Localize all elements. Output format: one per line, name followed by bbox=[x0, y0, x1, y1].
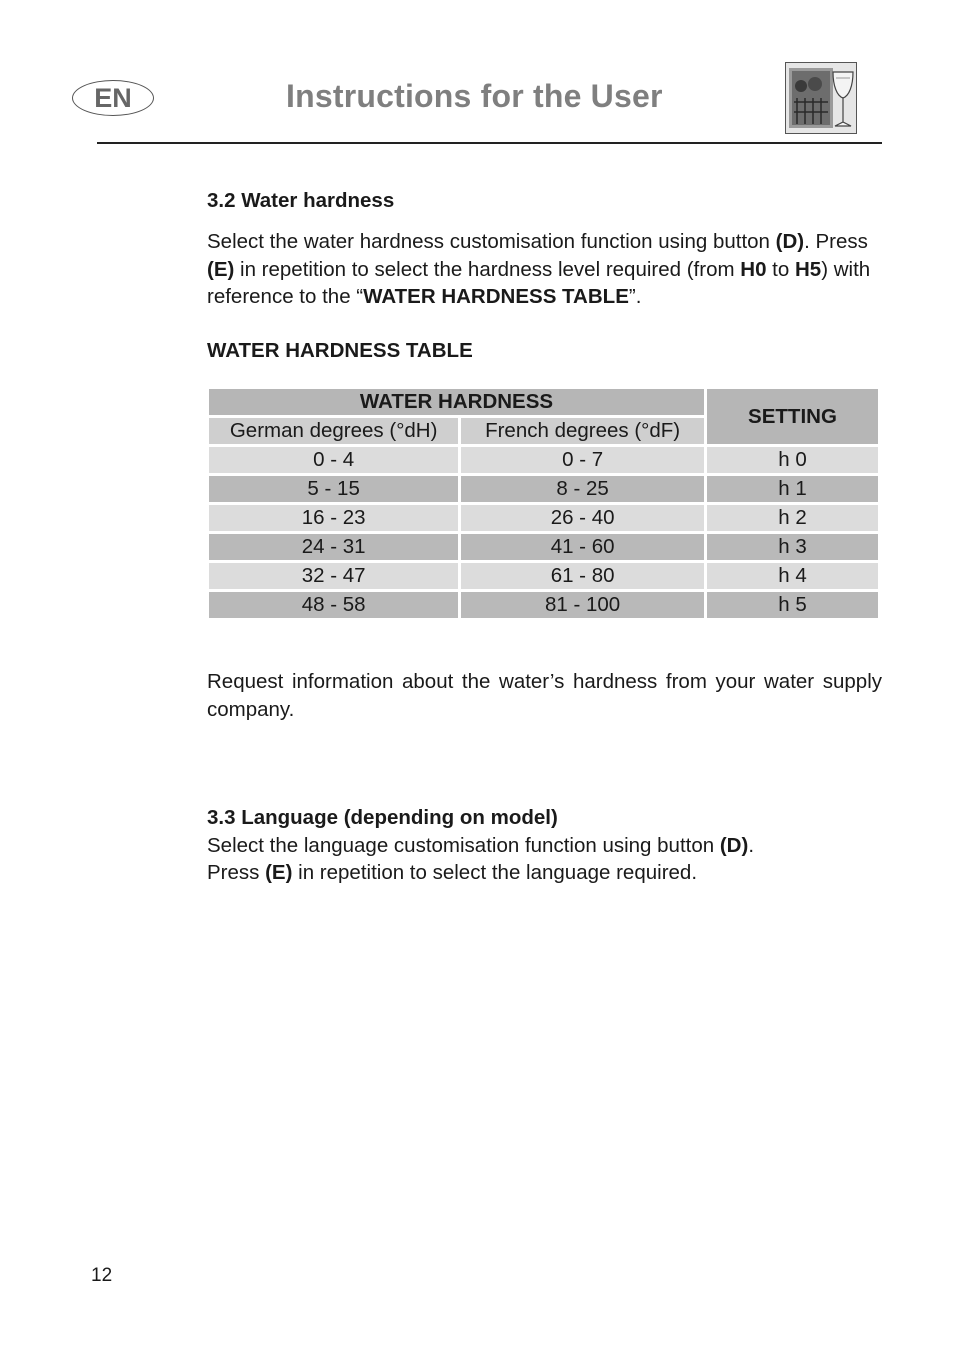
language-instruction-line bbox=[207, 859, 882, 887]
dishwasher-glass-icon bbox=[785, 62, 857, 134]
german-cell: 48 - 58 bbox=[209, 592, 458, 618]
setting-cell: h 3 bbox=[707, 534, 878, 560]
french-cell: 0 - 7 bbox=[461, 447, 704, 473]
table-row bbox=[209, 447, 878, 473]
instruction-paragraph bbox=[207, 228, 882, 311]
bold-text-run: (E) bbox=[207, 257, 235, 281]
section-language bbox=[207, 804, 882, 887]
text-run: Select the water hardness customisation function using button bbox=[207, 230, 776, 253]
water-hardness-instructions bbox=[207, 228, 882, 311]
bold-text-run: (E) bbox=[265, 861, 293, 884]
table-row bbox=[209, 592, 878, 618]
section-water-hardness bbox=[207, 187, 882, 215]
text-run: Press bbox=[207, 861, 266, 884]
bold-text-run: WATER HARDNESS TABLE bbox=[363, 285, 629, 308]
german-cell: 32 - 47 bbox=[209, 563, 458, 589]
table-heading: WATER HARDNESS TABLE bbox=[207, 339, 473, 362]
table-heading-block bbox=[207, 337, 882, 365]
setting-cell: h 1 bbox=[707, 476, 878, 502]
setting-cell: h 2 bbox=[707, 505, 878, 531]
header-divider bbox=[97, 142, 882, 144]
french-cell: 8 - 25 bbox=[461, 476, 704, 502]
section-heading: 3.2 Water hardness bbox=[207, 189, 395, 212]
bold-text-run: (D) bbox=[719, 833, 749, 857]
table-row bbox=[209, 476, 878, 502]
language-instruction-line bbox=[207, 832, 882, 860]
setting-cell: h 4 bbox=[707, 563, 878, 589]
language-badge-label: EN bbox=[94, 82, 132, 113]
page-title: Instructions for the User bbox=[286, 78, 663, 114]
bold-text-run: H0 bbox=[740, 257, 767, 281]
french-degrees-header: French degrees (°dF) bbox=[461, 418, 704, 444]
french-cell: 26 - 40 bbox=[461, 505, 704, 531]
bold-text-run: H5 bbox=[794, 257, 822, 281]
german-cell: 16 - 23 bbox=[209, 505, 458, 531]
setting-header: SETTING bbox=[707, 389, 878, 444]
german-degrees-header: German degrees (°dH) bbox=[209, 418, 458, 444]
text-run: . bbox=[748, 833, 755, 857]
text-run: Select the language customisation function using button bbox=[207, 833, 720, 857]
french-cell: 81 - 100 bbox=[461, 592, 704, 618]
text-run: in repetition to select the language required. bbox=[292, 861, 698, 884]
section-heading: 3.3 Language (depending on model) bbox=[207, 806, 558, 829]
german-cell: 5 - 15 bbox=[209, 476, 458, 502]
table-row bbox=[209, 505, 878, 531]
french-cell: 41 - 60 bbox=[461, 534, 704, 560]
setting-cell: h 0 bbox=[707, 447, 878, 473]
text-run: ”. bbox=[628, 285, 642, 308]
french-cell: 61 - 80 bbox=[461, 563, 704, 589]
german-cell: 24 - 31 bbox=[209, 534, 458, 560]
text-run: ) with reference to the “ bbox=[207, 257, 871, 308]
water-supply-note-block bbox=[207, 668, 882, 723]
german-cell: 0 - 4 bbox=[209, 447, 458, 473]
setting-cell: h 5 bbox=[707, 592, 878, 618]
water-supply-note: Request information about the water’s hardness from your water supply company. bbox=[207, 670, 882, 721]
table-row bbox=[209, 534, 878, 560]
text-run: . Press bbox=[804, 230, 868, 253]
text-run: in repetition to select the hardness level required (from bbox=[234, 257, 741, 281]
table-row bbox=[209, 563, 878, 589]
bold-text-run: (D) bbox=[775, 230, 805, 253]
page-number: 12 bbox=[91, 1265, 113, 1286]
water-hardness-table bbox=[206, 386, 881, 621]
text-run: to bbox=[766, 257, 795, 281]
group-header: WATER HARDNESS bbox=[209, 389, 704, 415]
language-badge bbox=[72, 80, 154, 116]
